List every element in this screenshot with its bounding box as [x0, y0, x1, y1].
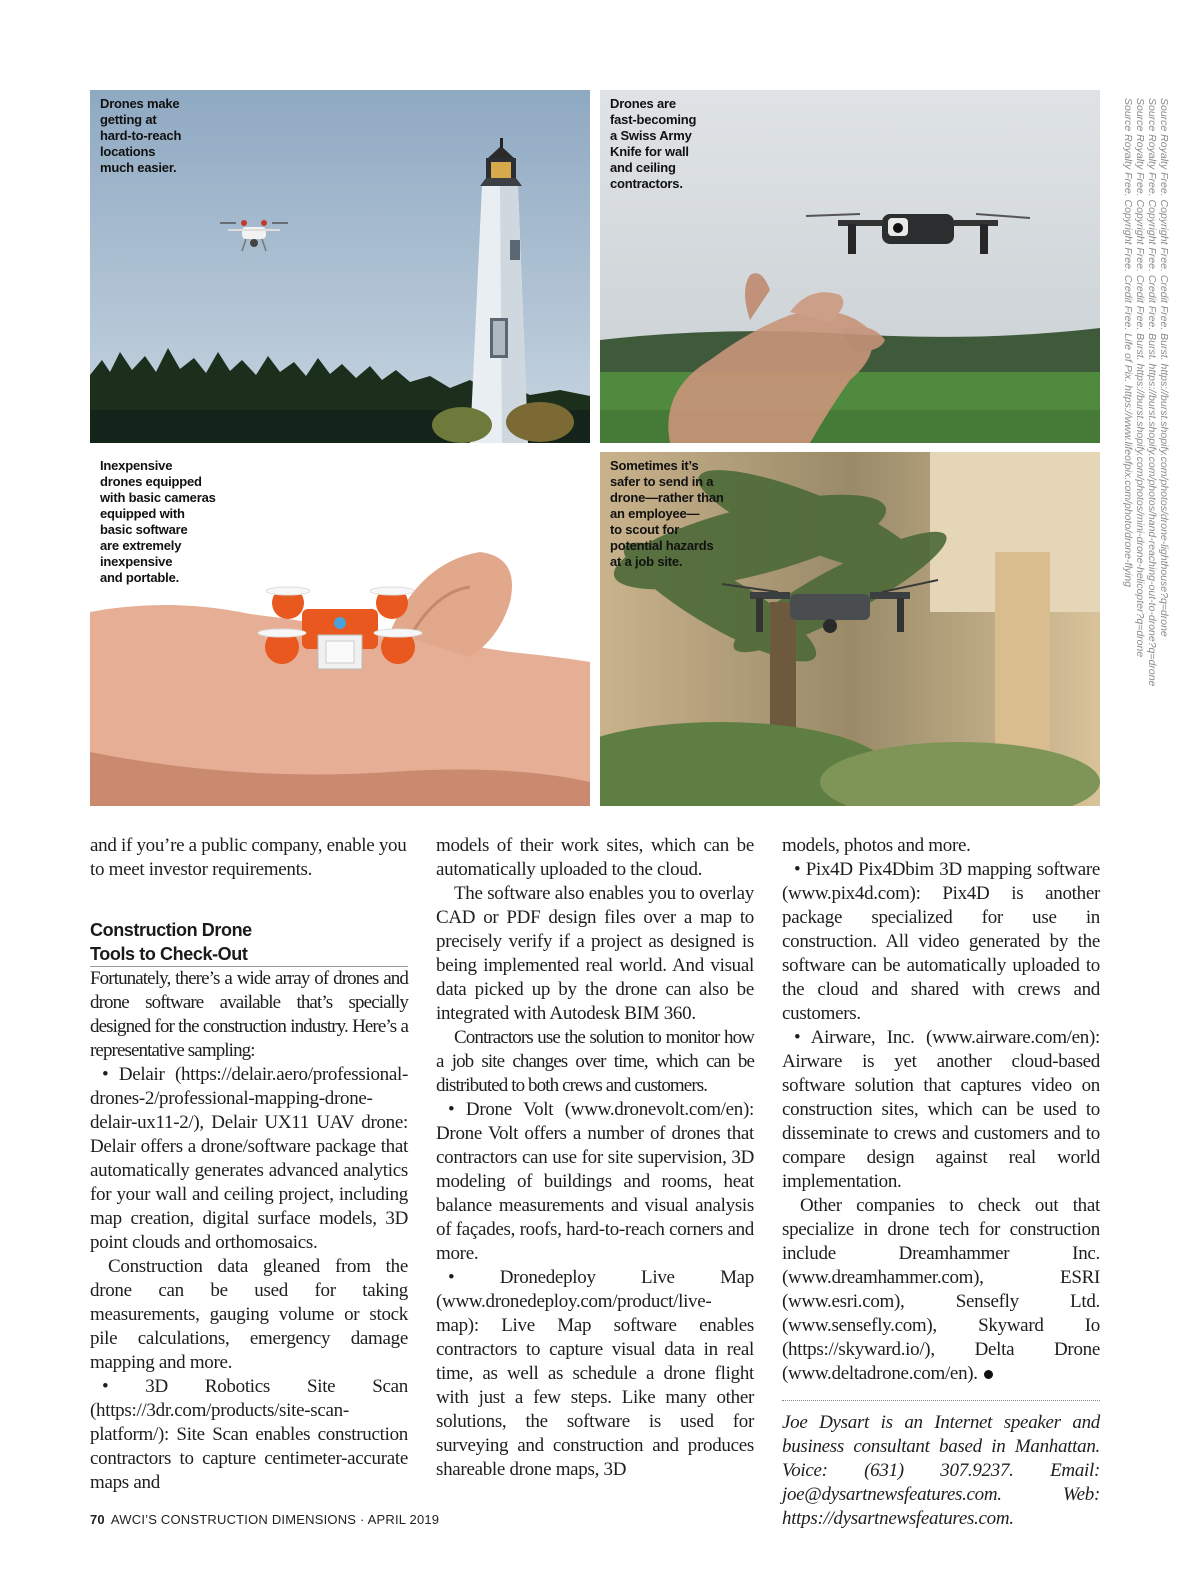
credit-line: Source Royalty Free. Copyright Free. Credit Free. Burst. https://burst.shopify.com/photos/mini-drone-helicopter?q=drone [1134, 98, 1146, 658]
paragraph: and if you’re a public company, enable you to meet investor requirements. [90, 835, 407, 880]
bullet-3d-robotics: • 3D Robotics Site Scan (https://3dr.com/products/site-scan-platform/): Site Scan enables construction contractors to capture centimeter-accurate maps and [90, 1376, 408, 1493]
section-heading [90, 918, 408, 967]
article-column-2 [436, 834, 754, 1482]
publication-info: AWCI’S CONSTRUCTION DIMENSIONS · APRIL 2019 [110, 1512, 440, 1527]
article-column-1 [90, 834, 408, 1495]
bullet-drone-volt: • Drone Volt (www.dronevolt.com/en): Drone Volt offers a number of drones that contractors can use for site supervision, 3D modeling of buildings and rooms, heat balance measurements and visual analysis of façades, roofs, hard-to-reach corners and more. [436, 1099, 754, 1264]
section-heading-line: Construction Drone [90, 920, 252, 940]
photo-caption: Drones make getting at hard-to-reach locations much easier. [100, 96, 182, 175]
divider [782, 1400, 1100, 1401]
page-footer [90, 1512, 439, 1527]
photo-mini-drone-hand [90, 452, 590, 806]
paragraph-closing [782, 1194, 1100, 1386]
paragraph-text: Other companies to check out that specialize in drone tech for construction include Dreamhammer Inc. (www.dreamhammer.com), ESRI (www.esri.com), Sensefly Ltd. (www.sensefly.com), Skyward Io (https://skyward.io/), Delta Drone (www.deltadrone.com/en). [782, 1195, 1100, 1384]
paragraph: models, photos and more. [782, 835, 971, 856]
paragraph: Construction data gleaned from the drone can be used for taking measurements, gauging volume or stock pile calculations, emergency damage mapping and more. [90, 1256, 408, 1373]
credit-line: Source Royalty Free. Copyright Free. Credit Free. Burst. https://burst.shopify.com/photos/hand-reaching-out-to-drone?q=drone [1146, 98, 1158, 687]
paragraph: Contractors use the solution to monitor how a job site changes over time, which can be distributed to both crews and customers. [436, 1027, 754, 1096]
paragraph: models of their work sites, which can be automatically uploaded to the cloud. [436, 835, 754, 880]
photo-drone-flying [600, 452, 1100, 806]
bullet-dronedeploy: • Dronedeploy Live Map (www.dronedeploy.com/product/live-map): Live Map software enables contractors to capture visual data in real time, as well as schedule a drone flight with just a few steps. Like many other solutions, the software is used for surveying and construction and produces shareable drone maps, 3D [436, 1267, 754, 1480]
photo-drone-lighthouse [90, 90, 590, 443]
credit-line: Source Royalty Free. Copyright Free. Credit Free. Life of Pix. https://www.lifeofpix.com/photo/drone-flying [1122, 98, 1134, 588]
bullet-delair: • Delair (https://delair.aero/professional-drones-2/professional-mapping-drone-delair-ux11-2/), Delair UX11 UAV drone: Delair offers a drone/software package that automatically generates advanced analytics for your wall and ceiling project, including map creation, digital surface models, 3D point clouds and orthomosaics. [90, 1064, 408, 1253]
section-heading-line: Tools to Check-Out [90, 944, 248, 964]
page-number: 70 [90, 1512, 105, 1527]
author-bio: Joe Dysart is an Internet speaker and business consultant based in Manhattan. Voice: (631) 307.9237. Email: joe@dysartnewsfeatures.com. Web: https://dysartnewsfeatures.com. [782, 1412, 1100, 1529]
photo-caption: Inexpensive drones equipped with basic cameras equipped with basic software are extremely inexpensive and portable. [100, 458, 216, 585]
photo-caption: Sometimes it’s safer to send in a drone—rather than an employee— to scout for potential hazards at a job site. [610, 458, 724, 569]
paragraph: The software also enables you to overlay CAD or PDF design files over a map to precisely verify if a project as designed is being implemented real world. And visual data picked up by the drone can also be integrated with Autodesk BIM 360. [436, 883, 754, 1024]
credit-line: Source Royalty Free. Copyright Free. Credit Free. Burst. https://burst.shopify.com/photos/drone-lighthouse?q=drone [1158, 98, 1170, 637]
article-column-3 [782, 834, 1100, 1531]
bullet-airware: • Airware, Inc. (www.airware.com/en): Airware is yet another cloud-based software solution that captures video on construction sites, which can be used to disseminate to crews and customers and to compare design against real world implementation. [782, 1027, 1100, 1192]
photo-caption: Drones are fast-becoming a Swiss Army Knife for wall and ceiling contractors. [610, 96, 697, 191]
paragraph: Fortunately, there’s a wide array of drones and drone software available that’s specially designed for the construction industry. Here’s a representative sampling: [90, 968, 408, 1061]
end-mark-icon [984, 1370, 993, 1379]
photo-hand-reaching-drone [600, 90, 1100, 443]
photo-credits [1122, 98, 1170, 686]
bullet-pix4d: • Pix4D Pix4Dbim 3D mapping software (www.pix4d.com): Pix4D is another package specialized for use in construction. All video generated by the software can be automatically uploaded to the cloud and shared with crews and customers. [782, 859, 1100, 1024]
